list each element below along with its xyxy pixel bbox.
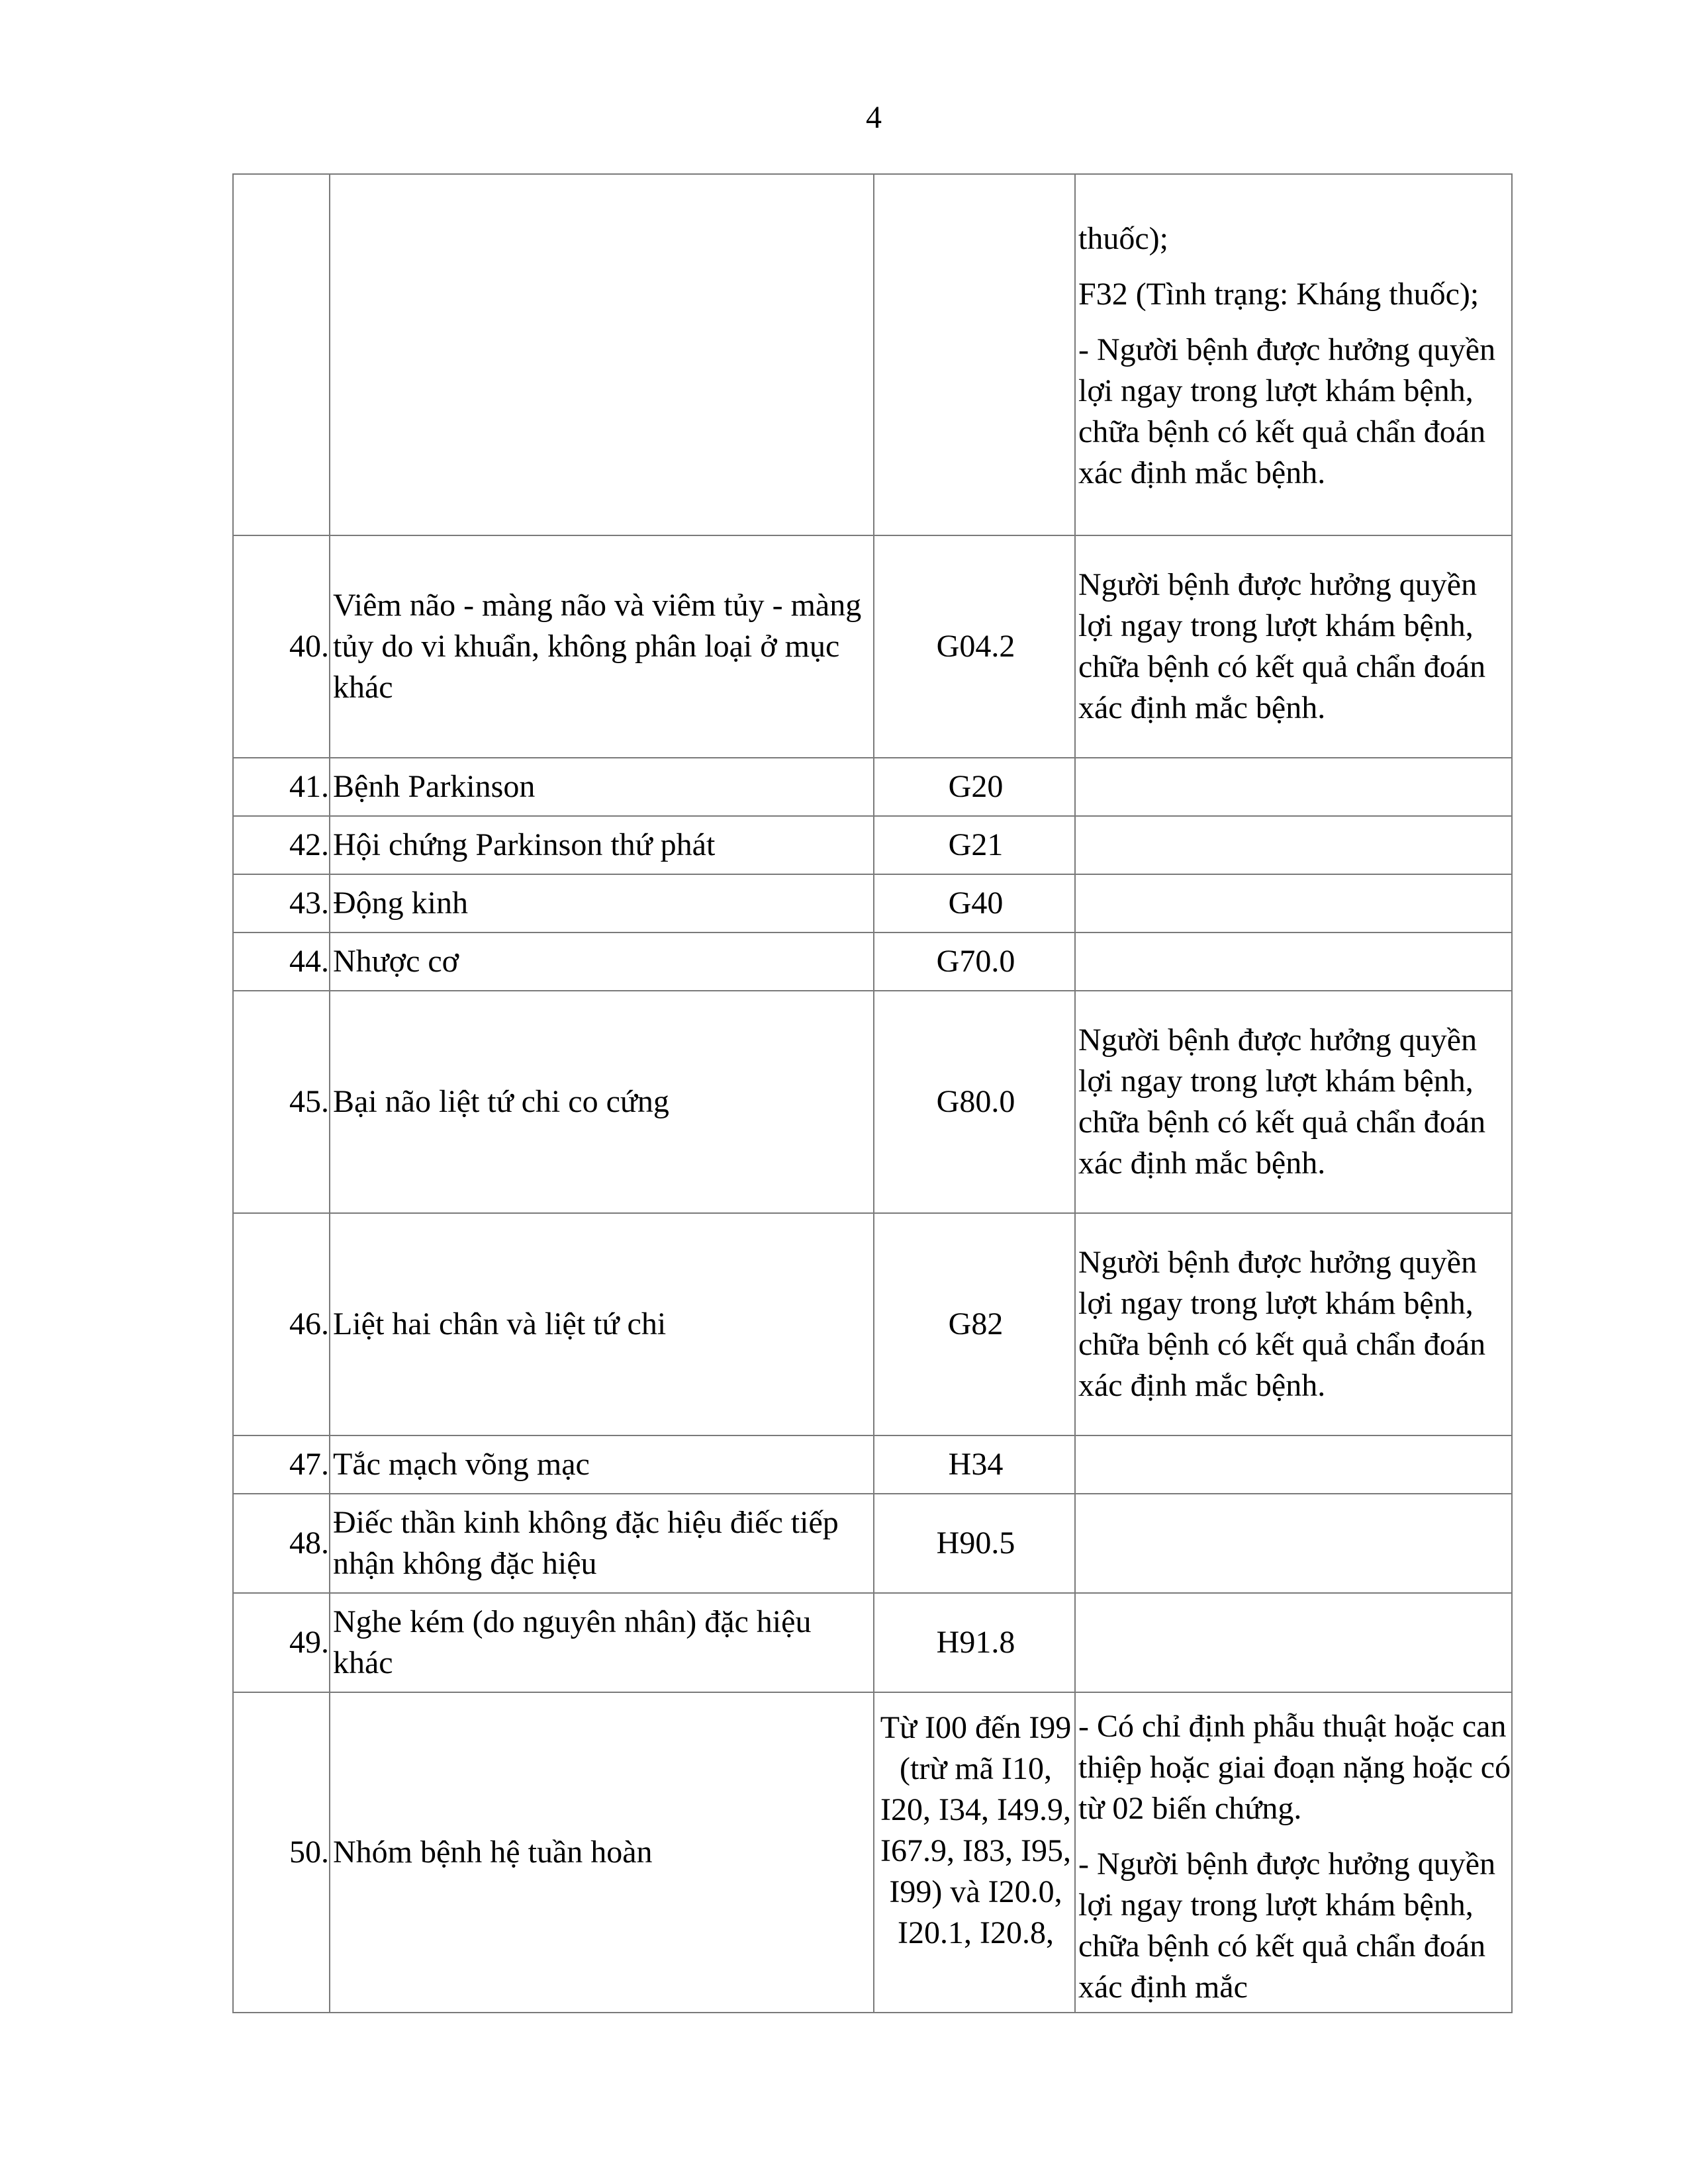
icd-code: G04.2	[874, 535, 1075, 758]
row-number: 41.	[233, 758, 330, 816]
table-row	[233, 1435, 1512, 1494]
condition-note	[1075, 535, 1512, 758]
disease-name	[330, 174, 874, 535]
disease-name: Viêm não - màng não và viêm tủy - màng tủy do vi khuẩn, không phân loại ở mục khác	[330, 535, 874, 758]
disease-name: Động kinh	[330, 874, 874, 933]
row-number: 46.	[233, 1213, 330, 1435]
table-row	[233, 1213, 1512, 1435]
condition-note	[1075, 933, 1512, 991]
condition-note	[1075, 874, 1512, 933]
table-row	[233, 816, 1512, 874]
icd-code: G21	[874, 816, 1075, 874]
icd-code: Từ I00 đến I99 (trừ mã I10, I20, I34, I49.9, I67.9, I83, I95, I99) và I20.0, I20.1, I20.8,	[874, 1692, 1075, 2013]
row-number: 50.	[233, 1692, 330, 2013]
row-number: 42.	[233, 816, 330, 874]
disease-name: Hội chứng Parkinson thứ phát	[330, 816, 874, 874]
disease-name: Nghe kém (do nguyên nhân) đặc hiệu khác	[330, 1593, 874, 1692]
condition-note	[1075, 816, 1512, 874]
icd-code: G70.0	[874, 933, 1075, 991]
note-paragraph: Người bệnh được hưởng quyền lợi ngay trong lượt khám bệnh, chữa bệnh có kết quả chẩn đoán xác định mắc bệnh.	[1078, 567, 1486, 725]
row-number: 48.	[233, 1494, 330, 1593]
icd-code	[874, 174, 1075, 535]
note-paragraph: - Người bệnh được hưởng quyền lợi ngay trong lượt khám bệnh, chữa bệnh có kết quả chẩn đoán xác định mắc bệnh.	[1078, 332, 1496, 490]
note-paragraph: Người bệnh được hưởng quyền lợi ngay trong lượt khám bệnh, chữa bệnh có kết quả chẩn đoán xác định mắc bệnh.	[1078, 1245, 1486, 1403]
table-row	[233, 874, 1512, 933]
condition-note	[1075, 1213, 1512, 1435]
row-number: 49.	[233, 1593, 330, 1692]
table-row	[233, 1692, 1512, 2013]
row-number: 47.	[233, 1435, 330, 1494]
disease-list-table	[232, 173, 1513, 2013]
condition-note	[1075, 174, 1512, 535]
row-number	[233, 174, 330, 535]
table-row	[233, 1593, 1512, 1692]
disease-name: Nhược cơ	[330, 933, 874, 991]
row-number: 44.	[233, 933, 330, 991]
note-paragraph: - Có chỉ định phẫu thuật hoặc can thiệp hoặc giai đoạn nặng hoặc có từ 02 biến chứng.	[1078, 1709, 1511, 1826]
icd-code: G40	[874, 874, 1075, 933]
table-row	[233, 933, 1512, 991]
page-number: 4	[866, 100, 882, 135]
icd-code: G82	[874, 1213, 1075, 1435]
table-row	[233, 174, 1512, 535]
row-number: 40.	[233, 535, 330, 758]
icd-code: H90.5	[874, 1494, 1075, 1593]
disease-name: Bại não liệt tứ chi co cứng	[330, 991, 874, 1213]
icd-code: G80.0	[874, 991, 1075, 1213]
icd-code: H34	[874, 1435, 1075, 1494]
condition-note	[1075, 1692, 1512, 2013]
disease-name: Nhóm bệnh hệ tuần hoàn	[330, 1692, 874, 2013]
table-row	[233, 535, 1512, 758]
table-row	[233, 758, 1512, 816]
disease-name: Điếc thần kinh không đặc hiệu điếc tiếp nhận không đặc hiệu	[330, 1494, 874, 1593]
note-paragraph: Người bệnh được hưởng quyền lợi ngay trong lượt khám bệnh, chữa bệnh có kết quả chẩn đoán xác định mắc bệnh.	[1078, 1023, 1486, 1181]
disease-name: Tắc mạch võng mạc	[330, 1435, 874, 1494]
table-row	[233, 1494, 1512, 1593]
icd-code: G20	[874, 758, 1075, 816]
condition-note	[1075, 991, 1512, 1213]
note-paragraph: - Người bệnh được hưởng quyền lợi ngay trong lượt khám bệnh, chữa bệnh có kết quả chẩn đoán xác định mắc	[1078, 1846, 1496, 2005]
disease-name: Bệnh Parkinson	[330, 758, 874, 816]
row-number: 45.	[233, 991, 330, 1213]
condition-note	[1075, 758, 1512, 816]
condition-note	[1075, 1593, 1512, 1692]
disease-name: Liệt hai chân và liệt tứ chi	[330, 1213, 874, 1435]
note-paragraph: thuốc);	[1078, 221, 1168, 256]
condition-note	[1075, 1435, 1512, 1494]
row-number: 43.	[233, 874, 330, 933]
note-paragraph: F32 (Tình trạng: Kháng thuốc);	[1078, 277, 1479, 312]
condition-note	[1075, 1494, 1512, 1593]
icd-code: H91.8	[874, 1593, 1075, 1692]
table-row	[233, 991, 1512, 1213]
